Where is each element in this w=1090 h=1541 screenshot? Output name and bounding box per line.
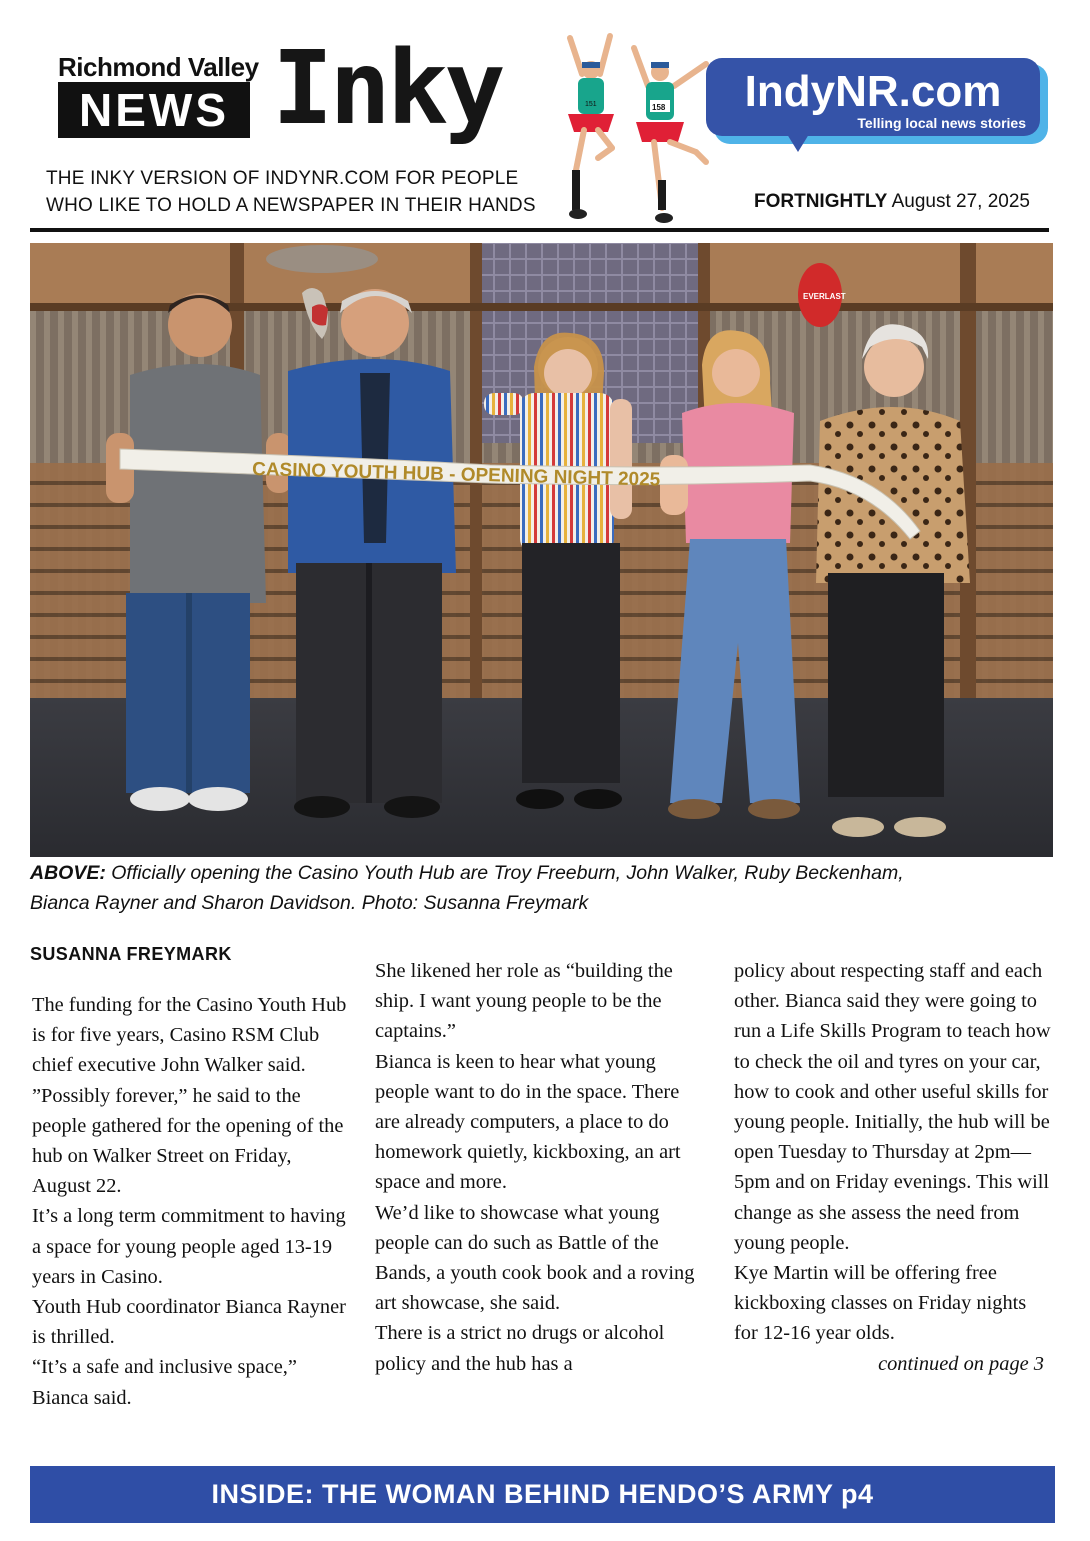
paragraph: There is a strict no drugs or alcohol policy and the hub has a: [375, 1322, 665, 1375]
region-name: Richmond Valley: [58, 52, 259, 82]
continued-note: continued on page 3: [878, 1352, 1044, 1375]
caption-line-2: Bianca Rayner and Sharon Davidson. Photo: Susanna Freymark: [30, 892, 589, 914]
paragraph: “It’s a safe and inclusive space,” Bianca said.: [32, 1356, 297, 1409]
paragraph: Kye Martin will be offering free kickboxing classes on Friday nights for 12-16 year olds.: [734, 1262, 1027, 1345]
runner-left: [568, 36, 614, 219]
article-column-2: [375, 956, 705, 1379]
byline: SUSANNA FREYMARK: [30, 944, 232, 964]
ribbon-text: CASINO YOUTH HUB - OPENING NIGHT 2025: [251, 459, 661, 491]
runner-bib-right: 158: [652, 103, 666, 112]
paragraph: We’d like to showcase what young people can do such as Battle of the Bands, a youth cook book and a roving art showcase, she said.: [375, 1201, 695, 1315]
paragraph: She likened her role as “building the ship. I want young people to be the captains.”: [375, 960, 673, 1043]
caption-lead: ABOVE:: [30, 862, 106, 884]
paragraph: Bianca is keen to hear what young people want to do in the space. There are already computers, a place to do homework quietly, kickboxing, an art space and more.: [375, 1050, 681, 1194]
masthead-rule: [30, 228, 1049, 232]
indynr-logo-tail: [782, 126, 814, 152]
runners-illustration: [556, 30, 726, 230]
lead-photo: [30, 243, 1053, 857]
inside-banner: INSIDE: THE WOMAN BEHIND HENDO’S ARMY p4: [30, 1466, 1055, 1523]
tagline: [46, 165, 566, 219]
paragraph: The funding for the Casino Youth Hub is for five years, Casino RSM Club chief executive John Walker said.: [32, 994, 347, 1077]
indynr-logo: [706, 58, 1048, 144]
paragraph: It’s a long term commitment to having a space for young people aged 13-19 years in Casino.: [32, 1205, 346, 1288]
paragraph: policy about respecting staff and each other. Bianca said they were going to run a Life Skills Program to teach how to check the oil and tyres on your car, how to cook and other useful skills for young people. Initially, the hub will be open Tuesday to Thursday at 2pm—5pm and on Friday evenings. This will change as she assess the need from young people.: [734, 960, 1051, 1254]
caption-line-1: [30, 858, 1050, 888]
indynr-logo-title: IndyNR.com: [744, 67, 1002, 116]
photo-caption: [30, 858, 1050, 918]
news-wordmark: NEWS: [58, 82, 250, 138]
paragraph: ”Possibly forever,” he said to the people gathered for the opening of the hub on Walker Street on Friday, August 22.: [32, 1084, 344, 1198]
runner-bib-left: 151: [585, 101, 597, 108]
tagline-line-1: THE INKY VERSION OF INDYNR.COM FOR PEOPLE: [46, 168, 519, 189]
indynr-logo-slogan: Telling local news stories: [857, 115, 1026, 131]
speed-bag-label: EVERLAST: [803, 292, 846, 301]
caption-text-1: Officially opening the Casino Youth Hub are Troy Freeburn, John Walker, Ruby Beckenham,: [111, 862, 904, 884]
inky-wordmark: Inky: [272, 29, 502, 148]
dateline: [754, 191, 1030, 213]
runner-right: [634, 48, 706, 223]
article-column-3: [734, 956, 1054, 1379]
paragraph: Youth Hub coordinator Bianca Rayner is thrilled.: [32, 1296, 346, 1349]
masthead: [0, 0, 1090, 232]
frequency-label: FORTNIGHTLY: [754, 191, 888, 212]
tagline-line-2: WHO LIKE TO HOLD A NEWSPAPER IN THEIR HANDS: [46, 195, 536, 216]
article-column-1: [32, 990, 354, 1413]
person-2: [288, 289, 456, 818]
issue-date: August 27, 2025: [891, 191, 1030, 212]
lead-photo-scene: [30, 243, 1053, 857]
